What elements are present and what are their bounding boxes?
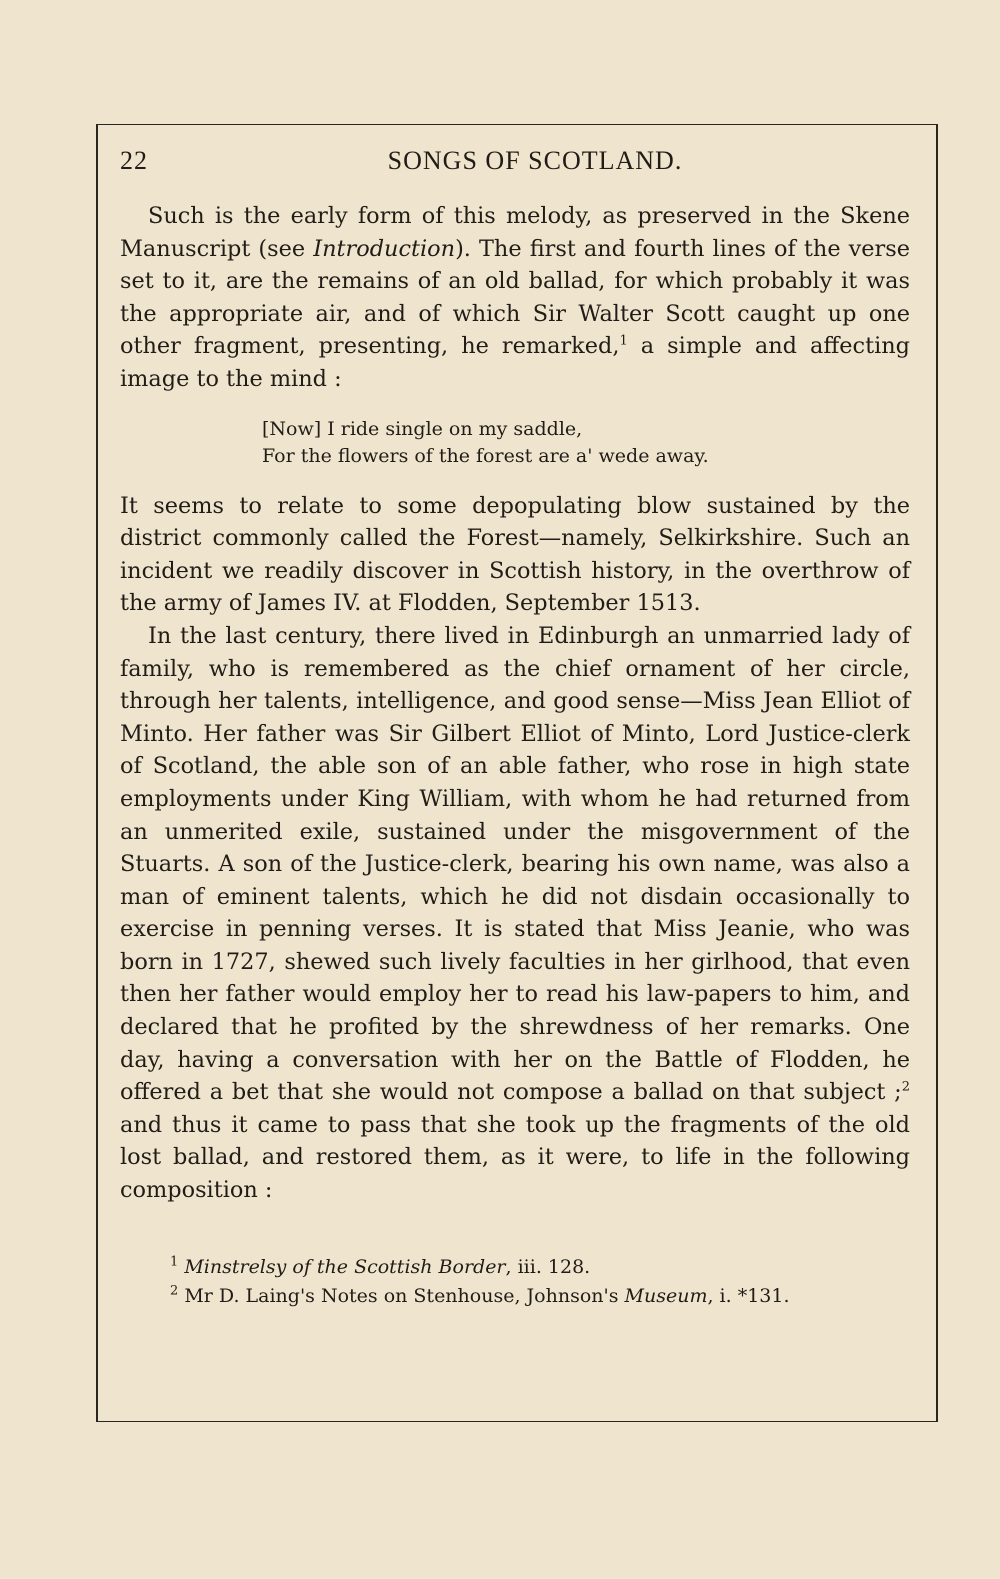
footnote-1-mark: 1 xyxy=(170,1254,179,1270)
footnotes xyxy=(120,1253,910,1311)
footnote-1 xyxy=(170,1253,910,1282)
footnote-2-title: Museum xyxy=(624,1284,708,1307)
paragraph-1-text-c: a simple and affecting image to the mind : xyxy=(120,333,910,392)
verse-quote xyxy=(262,416,910,470)
footnote-ref-1[interactable]: 1 xyxy=(619,333,628,349)
book-page xyxy=(120,146,910,1311)
footnote-2-mark: 2 xyxy=(170,1283,179,1299)
paragraph-3-text-b: and thus it came to pass that she took up the fragments of the old lost ballad, and restored them, as it were, to life in the following composition : xyxy=(120,1111,910,1204)
footnote-ref-2[interactable]: 2 xyxy=(901,1079,910,1095)
footnote-2-text: Mr D. Laing's Notes on Stenhouse, Johnson's xyxy=(178,1284,625,1307)
verse-line-1: [Now] I ride single on my saddle, xyxy=(262,417,583,440)
paragraph-3 xyxy=(120,620,910,1207)
footnote-1-rest: , iii. 128. xyxy=(505,1255,591,1278)
paragraph-1-text-a: Such is the early form of this melody, as preserved in the Skene Manuscript (see xyxy=(120,203,910,262)
paragraph-1 xyxy=(120,200,910,396)
body-text xyxy=(120,200,910,1207)
verse-line-2: For the flowers of the forest are a' wede away. xyxy=(262,444,709,467)
page-header xyxy=(120,146,910,186)
footnote-1-title: Minstrelsy of the Scottish Border xyxy=(184,1255,506,1278)
paragraph-3-text-a: In the last century, there lived in Edinburgh an unmarried lady of family, who is remembered as the chief ornament of her circle, through her talents, intelligence, and good sense—Miss Jean Elliot of Minto. Her father was Sir Gilbert Elliot of Minto, Lord Justice-clerk of Scotland, the able son of an able father, who rose in high state employments under King William, with whom he had returned from an unmerited exile, sustained under the misgovernment of the Stuarts. A son of the Justice-clerk, bearing his own name, was also a man of eminent talents, which he did not disdain occasionally to exercise in penning verses. It is stated that Miss Jeanie, who was born in 1727, shewed such lively faculties in her girlhood, that even then her father would employ her to read his law-papers to him, and declared that he profited by the shrewdness of her remarks. One day, having a conversation with her on the Battle of Flodden, he offered a bet that she would not compose a ballad on that subject ; xyxy=(120,622,910,1106)
page-number: 22 xyxy=(120,146,148,175)
running-head: SONGS OF SCOTLAND. xyxy=(387,146,683,175)
footnote-2 xyxy=(170,1282,910,1311)
paragraph-1-text-b: ). The first and fourth lines of the verse set to it, are the remains of an old ballad, for which probably it was the appropriate air, and of which Sir Walter Scott caught up one other fragment, presenting, he remarked, xyxy=(120,235,911,360)
paragraph-2: It seems to relate to some depopulating blow sustained by the district commonly called the Forest—namely, Selkirkshire. Such an incident we readily discover in Scottish history, in the overthrow of the army of James IV. at Flodden, September 1513. xyxy=(120,492,910,617)
introduction-italic: Introduction xyxy=(313,235,456,262)
footnote-2-rest: , i. *131. xyxy=(707,1284,790,1307)
